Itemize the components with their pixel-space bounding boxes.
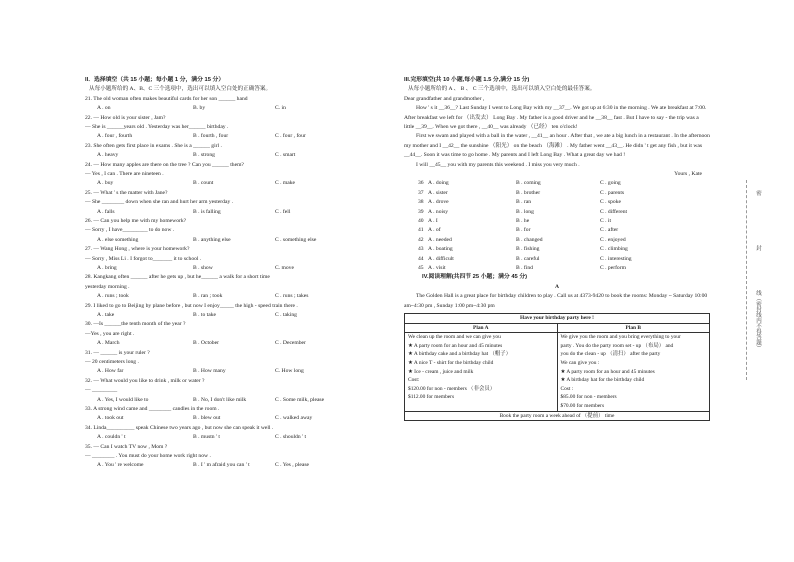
- planb-line: We give you the room and you bring everything to your: [560, 334, 681, 341]
- cloze-number: 38: [418, 199, 424, 206]
- plana-line: Cost:: [408, 377, 420, 384]
- planb-line: ★ A party room for an hour and 45 minutes: [560, 368, 655, 375]
- cloze-option-c[interactable]: C . going: [600, 180, 621, 187]
- letter-paragraph-2: First we swam and played with a ball in the water , __41__ an hour . After that , we ate a big lunch in a restaurant . In the afternoon my mother and I __42__ the sunshine （阳光） on the beach （海滩） . My father went __43__. He didn ' t get any fish , but it was __44__. Soon it was time to go home . My parents and I left Long Bay . What a great day we had !: [404, 133, 710, 159]
- planb-line: $85.00 for non - members: [560, 394, 617, 401]
- cloze-number: 43: [418, 246, 424, 253]
- question-options: [85, 151, 391, 160]
- option-b[interactable]: B . No, I don't like milk: [193, 396, 247, 403]
- part3-title: III.完形填空(共 10 小题,每小题 1.5 分,满分 15 分): [404, 77, 530, 83]
- question-options: [85, 208, 391, 217]
- cloze-option-b[interactable]: B . he: [516, 218, 530, 225]
- option-a[interactable]: A . took out: [97, 415, 124, 422]
- option-c[interactable]: C . fell: [275, 208, 291, 215]
- cloze-option-b[interactable]: B . ran: [516, 199, 532, 206]
- question-options: [85, 339, 391, 348]
- margin-feng: 封: [755, 245, 761, 251]
- plana-line: ★ A party room for an hour and 45 minutes: [408, 342, 503, 349]
- party-plans-table: [404, 313, 710, 421]
- cloze-option-a[interactable]: A . needed: [428, 236, 452, 243]
- option-a[interactable]: A . bring: [97, 265, 117, 272]
- margin-xian: 线（密封线内不得答题）: [755, 290, 761, 351]
- plana-line: $112.00 for members: [408, 394, 455, 401]
- question-stem: — ________ . You must do your home work right now .: [85, 453, 211, 460]
- letter-signoff: Yours , Kate: [674, 171, 702, 178]
- option-c[interactable]: C . taking: [275, 312, 297, 319]
- cloze-option-c[interactable]: C . interesting: [600, 255, 632, 262]
- plan-b-title: Plan B: [557, 323, 710, 333]
- letter-paragraph-3: I will __45__ you with my parents this weekend . I miss you very much .: [416, 161, 580, 168]
- cloze-option-b[interactable]: B . brother: [516, 189, 541, 196]
- question-options: [85, 311, 391, 320]
- option-a[interactable]: A . Yes, I would like to: [97, 396, 149, 403]
- option-a[interactable]: A . four , fourth: [97, 133, 133, 140]
- reading-intro: The Golden Hall is a great place for birthday children to play . Call us at 4373-9420 to book the rooms: Monday ~ Saturday 10:00 am~4:30 pm , Sunday 1:00 pm~4:30 pm: [404, 293, 708, 309]
- planb-line: ★ A birthday hat for the birthday child: [560, 377, 645, 384]
- option-a[interactable]: A . on: [97, 105, 111, 112]
- table-header: Have your birthday party here !: [405, 314, 710, 324]
- option-c[interactable]: C . Yes , please: [275, 462, 310, 469]
- plan-b-details: [557, 333, 710, 411]
- option-b[interactable]: B . count: [193, 180, 214, 187]
- question-stem: 34. Linda__________ speak Chinese two years ago , but now she can speak it well .: [85, 424, 274, 431]
- question-stem: — She ________ down when she ran and hurt her arm yesterday .: [85, 199, 234, 206]
- option-b[interactable]: B . strong: [193, 152, 215, 159]
- option-c[interactable]: C . four , four: [275, 133, 306, 140]
- question-options: [85, 236, 391, 245]
- question-stem: — 20 centimeters long .: [85, 359, 139, 366]
- plana-line: $120.00 for non - members （非会员）: [408, 385, 496, 392]
- cloze-option-b[interactable]: B . careful: [516, 255, 540, 262]
- question-stem: — _________: [85, 387, 118, 394]
- option-c[interactable]: C . make: [275, 180, 296, 187]
- question-options: [85, 414, 391, 423]
- question-options: [85, 292, 391, 301]
- option-b[interactable]: B . is falling: [193, 208, 221, 215]
- planb-line: party . You do the party room set - up （布局） and: [560, 342, 674, 349]
- option-b[interactable]: B . fourth , four: [193, 133, 229, 140]
- cloze-option-b[interactable]: B . fishing: [516, 246, 540, 253]
- cloze-option-c[interactable]: C . after: [600, 227, 619, 234]
- cloze-options: [404, 179, 710, 273]
- cloze-option-row: [404, 245, 710, 254]
- option-b[interactable]: B . anything else: [193, 236, 231, 243]
- question-options: [85, 132, 391, 141]
- option-b[interactable]: B . ran ; took: [193, 293, 223, 300]
- cloze-option-a[interactable]: A . noisy: [428, 208, 449, 215]
- question-stem: 33. A strong wind came and ________ candles in the room .: [85, 406, 220, 413]
- question-stem: 29. I liked to go to Beijing by plane before , but now I enjoy_____ the high - speed train there .: [85, 302, 298, 309]
- cloze-option-row: [404, 226, 710, 235]
- option-c[interactable]: C. How long: [275, 368, 304, 375]
- cloze-option-c[interactable]: C . enjoyed: [600, 236, 626, 243]
- letter-paragraph-1: How ' s it __36__? Last Sunday I went to Long Bay with my __37__. We got up at 6:30 in the morning . We ate breakfast at 7:00. After breakfast we left for （出发去） Long Bay . My father is a good driver and he __38__ fast . But I have to say - the trip was a little __39__. When we got there , __40__ was already （已经） ten o'clock!: [404, 105, 707, 131]
- cloze-option-a[interactable]: A . of: [428, 227, 441, 234]
- question-list: [85, 95, 391, 471]
- section-label: A: [554, 283, 560, 290]
- question-stem: — She is ______years old . Yesterday was her______ birthday .: [85, 124, 229, 131]
- option-b[interactable]: B . I ' m afraid you can ' t: [193, 462, 250, 469]
- cloze-number: 42: [418, 236, 424, 243]
- planb-line: $70.00 for members: [560, 402, 605, 409]
- cloze-option-c[interactable]: C . climbing: [600, 246, 628, 253]
- part2-title: II．选择填空（共 15 小题；每小题 1 分，满分 15 分）: [85, 77, 225, 83]
- question-stem: 27. — Wang Hong , where is your homework?: [85, 246, 190, 253]
- cloze-option-b[interactable]: B . find: [516, 264, 533, 271]
- option-a[interactable]: A . buy: [97, 180, 114, 187]
- cloze-option-c[interactable]: C . different: [600, 208, 628, 215]
- sealing-line: [746, 180, 747, 380]
- cloze-number: 39: [418, 208, 424, 215]
- question-stem: 24. — How many apples are there on the tree ? Can you ______ them?: [85, 161, 244, 168]
- plan-a-details: [405, 333, 558, 411]
- question-options: [85, 461, 391, 470]
- cloze-number: 36: [418, 180, 424, 187]
- cloze-option-a[interactable]: A . doing: [428, 180, 449, 187]
- option-a[interactable]: A . falls: [97, 208, 115, 215]
- question-stem: — Yes , I can . There are nineteen .: [85, 171, 164, 178]
- option-b[interactable]: B . blew out: [193, 415, 221, 422]
- option-b[interactable]: B . How many: [193, 368, 226, 375]
- option-c[interactable]: C . walked away: [275, 415, 313, 422]
- option-c[interactable]: C . smart: [275, 152, 296, 159]
- plana-line: ★ A birthday cake and a birthday hat （帽子）: [408, 351, 512, 358]
- cloze-number: 41: [418, 227, 424, 234]
- planb-line: you do the clean - up （清扫） after the party: [560, 351, 661, 358]
- cloze-option-c[interactable]: C . perform: [600, 264, 626, 271]
- cloze-option-b[interactable]: B . for: [516, 227, 531, 234]
- cloze-option-c[interactable]: C . it: [600, 218, 612, 225]
- planb-line: Cost :: [560, 385, 574, 392]
- question-stem: 28. Kangkang often ______ after he gets up , but he______ a walk for a short time: [85, 274, 270, 281]
- question-stem: 23. She often gets first place in exams . She is a ______ girl .: [85, 142, 222, 149]
- cloze-option-row: [404, 179, 710, 188]
- right-column: [404, 76, 710, 421]
- cloze-option-a[interactable]: A . boating: [428, 246, 453, 253]
- option-c[interactable]: C . runs ; takes: [275, 293, 309, 300]
- option-b[interactable]: B . October: [193, 340, 219, 347]
- cloze-option-a[interactable]: A . drove: [428, 199, 449, 206]
- question-stem: 25. — What ' s the matter with Jane?: [85, 189, 168, 196]
- option-a[interactable]: A . couldn ' t: [97, 434, 126, 441]
- question-stem: 21. The old woman often makes beautiful cards for her son ______ hand: [85, 95, 248, 102]
- option-c[interactable]: C. move: [275, 265, 294, 272]
- option-b[interactable]: B . to take: [193, 312, 216, 319]
- question-stem: — Sorry , Miss Li . I forgot to_______ it to school .: [85, 255, 202, 262]
- question-stem: 22. — How old is your sister , Jam?: [85, 114, 166, 121]
- plana-line: We clean up the room and we can give you: [408, 334, 501, 341]
- option-c[interactable]: C . something else: [275, 236, 317, 243]
- cloze-option-b[interactable]: B . changed: [516, 236, 543, 243]
- option-b[interactable]: B. by: [193, 105, 206, 112]
- part2-instruction: 从每小题所给的 A、B、C 三个选项中，选出可以填入空白处的正确答案。: [89, 86, 272, 93]
- option-a[interactable]: A . heavy: [97, 152, 119, 159]
- option-c[interactable]: C . shouldn ' t: [275, 434, 307, 441]
- cloze-number: 45: [418, 264, 424, 271]
- cloze-number: 44: [418, 255, 424, 262]
- cloze-option-c[interactable]: C . parents: [600, 189, 625, 196]
- question-stem: 26. — Can you help me with my homework?: [85, 218, 187, 225]
- cloze-option-a[interactable]: A . difficult: [428, 255, 454, 262]
- question-options: [85, 433, 391, 442]
- cloze-option-row: [404, 208, 710, 217]
- cloze-option-row: [404, 255, 710, 264]
- question-options: [85, 179, 391, 188]
- table-footer: Book the party room a week ahead of （提前） time: [405, 411, 710, 421]
- cloze-option-row: [404, 198, 710, 207]
- question-stem: yesterday morning .: [85, 283, 130, 290]
- question-stem: — Sorry , I have_________ to do now .: [85, 227, 175, 234]
- margin-mi: 密: [755, 190, 761, 196]
- question-stem: —Yes , you are right .: [85, 330, 135, 337]
- letter-greeting: Dear grandfather and grandmother ,: [404, 95, 485, 102]
- question-stem: 32. — What would you like to drink , milk or water ?: [85, 377, 205, 384]
- question-stem: 30. —Is ______the tenth month of the year ?: [85, 321, 186, 328]
- question-options: [85, 396, 391, 405]
- cloze-option-b[interactable]: B . long: [516, 208, 534, 215]
- cloze-option-row: [404, 236, 710, 245]
- cloze-option-c[interactable]: C . spoke: [600, 199, 621, 206]
- question-stem: 35. — Can I watch TV now , Mom ?: [85, 443, 168, 450]
- option-c[interactable]: C . December: [275, 340, 306, 347]
- option-b[interactable]: B . show: [193, 265, 213, 272]
- question-options: [85, 264, 391, 273]
- cloze-option-a[interactable]: A . visit: [428, 264, 446, 271]
- plana-line: ★ A nice T - shirt for the birthday child: [408, 359, 494, 366]
- question-options: [85, 367, 391, 376]
- option-a[interactable]: A . March: [97, 340, 120, 347]
- cloze-option-row: [404, 189, 710, 198]
- option-a[interactable]: A . else something: [97, 236, 139, 243]
- part3-instruction: 从每小题所给的 A 、 B 、 C 三个选项中，选出可以填入空白处的最佳答案。: [408, 86, 596, 93]
- left-column: [85, 76, 391, 471]
- cloze-number: 40: [418, 218, 424, 225]
- planb-line: We can give you :: [560, 359, 600, 366]
- part4-title: IV.阅读理解(共四节 25 小题；满分 45 分): [422, 274, 528, 281]
- cloze-option-b[interactable]: B . coming: [516, 180, 541, 187]
- option-b[interactable]: B . mustn ' t: [193, 434, 220, 441]
- question-options: [85, 104, 391, 113]
- plan-a-title: Plan A: [405, 323, 558, 333]
- question-stem: 31. — ______ is your ruler ?: [85, 349, 150, 356]
- option-a[interactable]: A . runs ; took: [97, 293, 129, 300]
- option-a[interactable]: A . How far: [97, 368, 124, 375]
- option-a[interactable]: A . take: [97, 312, 115, 319]
- cloze-option-a[interactable]: A . sister: [428, 189, 448, 196]
- cloze-option-row: [404, 264, 710, 273]
- plana-line: ★ Ice - cream , juice and milk: [408, 368, 474, 375]
- option-c[interactable]: C . Some milk, please: [275, 396, 325, 403]
- cloze-option-row: [404, 217, 710, 226]
- cloze-number: 37: [418, 189, 424, 196]
- cloze-option-a[interactable]: A . I: [428, 218, 438, 225]
- option-a[interactable]: A . You ' re welcome: [97, 462, 144, 469]
- option-c[interactable]: C. in: [275, 105, 286, 112]
